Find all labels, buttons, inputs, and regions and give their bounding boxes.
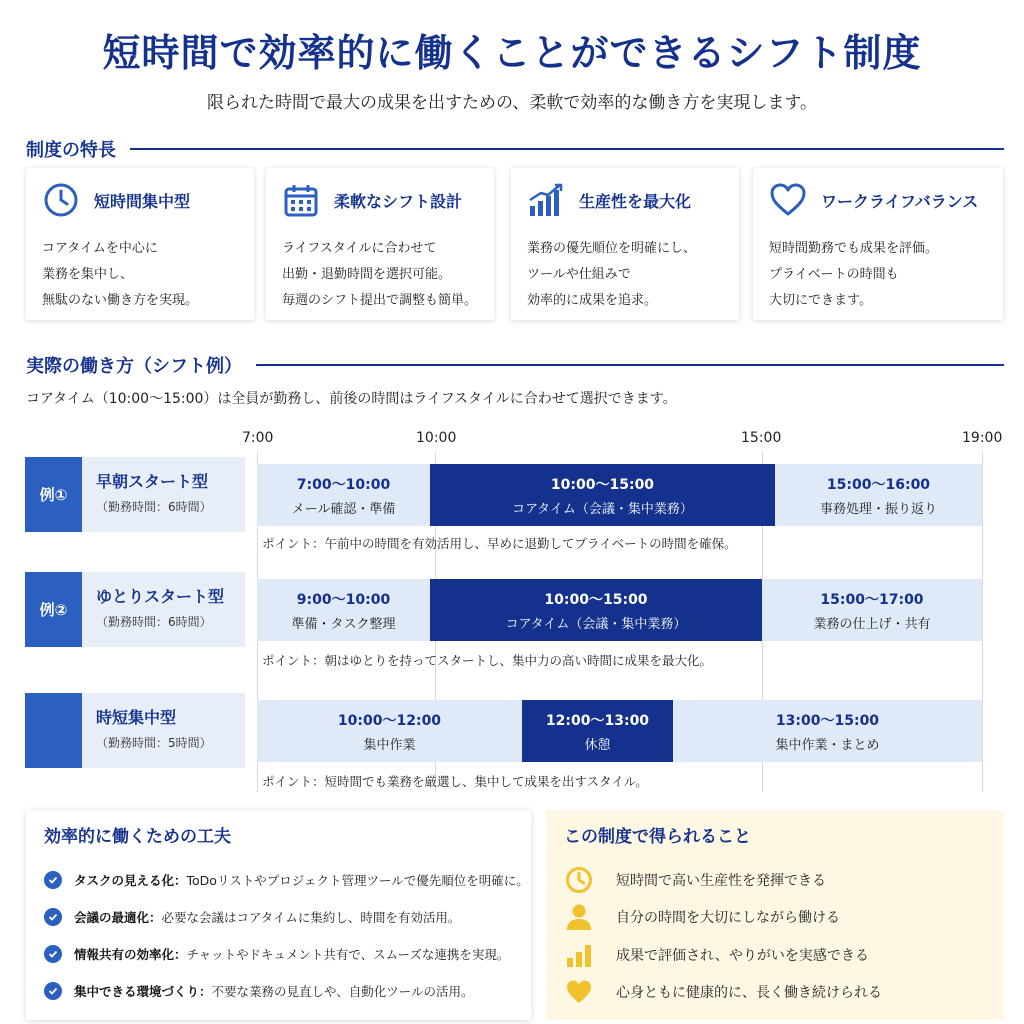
check-icon <box>44 908 62 926</box>
shift-intro: コアタイム（10:00〜15:00）は全員が勤務し、前後の時間はライフスタイルに合わせて選択できます。 <box>26 391 677 407</box>
feature-line: 出勤・退勤時間を選択可能。 <box>282 267 452 282</box>
shift-heading-rule <box>256 364 1004 366</box>
tip-label: 会議の最適化： <box>74 909 162 925</box>
feature-line: 無駄のない働き方を実現。 <box>42 293 199 308</box>
feature-description <box>769 236 987 314</box>
tip-text: ToDoリストやプロジェクト管理ツールで優先順位を明確に。 <box>186 872 529 888</box>
example-label <box>82 457 245 532</box>
shift-segment-core <box>430 464 775 526</box>
tip-item <box>44 898 513 935</box>
tip-text: 必要な会議はコアタイムに集約し、時間を有効活用。 <box>161 909 461 925</box>
features-heading-rule <box>130 148 1004 150</box>
shift-segment-core <box>430 579 762 641</box>
benefits-heading: この制度で得られること <box>564 827 751 847</box>
tip-label: 集中できる環境づくり： <box>74 983 212 999</box>
feature-line: ツールや仕組みで <box>527 267 631 282</box>
clock-icon <box>42 182 80 218</box>
tip-item <box>44 972 513 1009</box>
segment-task: コアタイム（会議・集中業務） <box>505 616 687 632</box>
feature-line: 毎週のシフト提出で調整も簡単。 <box>282 293 478 308</box>
feature-line: プライベートの時間も <box>769 267 899 282</box>
example-hours: （勤務時間：5時間） <box>96 736 212 750</box>
segment-task: 準備・タスク整理 <box>291 616 396 632</box>
example-name: 時短集中型 <box>96 708 177 727</box>
segment-time: 10:00〜12:00 <box>337 712 442 729</box>
segment-task: メール確認・準備 <box>291 501 396 517</box>
feature-title: 柔軟なシフト設計 <box>334 191 463 211</box>
features-heading-text: 制度の特長 <box>26 140 116 161</box>
tips-heading: 効率的に働くための工夫 <box>44 827 231 847</box>
feature-line: 短時間勤務でも成果を評価。 <box>769 241 939 256</box>
benefit-item <box>564 936 986 974</box>
check-icon <box>44 982 62 1000</box>
segment-time: 10:00〜15:00 <box>544 591 648 608</box>
example-number <box>25 693 82 768</box>
person-icon <box>564 903 594 931</box>
example-point: ポイント：午前中の時間を有効活用し、早めに退勤してプライベートの時間を確保。 <box>262 536 737 551</box>
shift-segment <box>257 579 430 641</box>
example-hours: （勤務時間：6時間） <box>96 615 212 629</box>
features-section-heading <box>26 136 1004 162</box>
example-point: ポイント：短時間でも業務を厳選し、集中して成果を出すスタイル。 <box>262 774 648 789</box>
example-hours: （勤務時間：6時間） <box>96 500 212 514</box>
feature-title: 短時間集中型 <box>94 191 191 211</box>
shift-segment-break <box>522 700 673 762</box>
benefits-panel <box>546 810 1004 1020</box>
feature-line: 大切にできます。 <box>769 293 872 308</box>
segment-time: 10:00〜15:00 <box>550 476 655 493</box>
segment-task: 集中作業・まとめ <box>775 737 880 753</box>
tip-item <box>44 861 529 898</box>
shift-segment <box>775 464 982 526</box>
segment-time: 7:00〜10:00 <box>296 476 391 493</box>
feature-title: ワークライフバランス <box>821 191 979 211</box>
shift-segment <box>762 579 982 641</box>
time-tick: 7:00 <box>242 430 274 446</box>
time-tick: 19:00 <box>962 430 1003 446</box>
example-name: ゆとりスタート型 <box>96 587 225 606</box>
timeline-gridline <box>982 452 983 792</box>
example-name: 早朝スタート型 <box>96 472 209 491</box>
feature-description <box>282 236 478 314</box>
shift-segment <box>673 700 982 762</box>
check-icon <box>44 945 62 963</box>
check-icon <box>44 871 62 889</box>
heart-icon <box>564 978 594 1006</box>
benefit-text: 短時間で高い生産性を発揮できる <box>616 872 826 889</box>
clock-icon <box>564 866 594 894</box>
feature-description <box>527 236 723 314</box>
tips-panel <box>26 810 531 1020</box>
feature-description <box>42 236 238 314</box>
segment-task: 業務の仕上げ・共有 <box>813 616 931 632</box>
bar-chart-icon <box>564 941 594 969</box>
benefit-item <box>564 861 986 899</box>
shift-section-heading <box>26 352 1004 378</box>
tip-item <box>44 935 513 972</box>
segment-time: 9:00〜10:00 <box>296 591 391 608</box>
heart-icon <box>769 182 807 218</box>
example-label <box>82 572 245 647</box>
tip-label: 情報共有の効率化： <box>74 946 187 962</box>
calendar-icon <box>282 182 320 218</box>
feature-card-flexible-shift <box>266 168 494 320</box>
tip-text: チャットやドキュメント共有で、スムーズな連携を実現。 <box>186 946 510 962</box>
feature-title: 生産性を最大化 <box>579 191 692 211</box>
benefit-item <box>564 974 986 1012</box>
segment-task: 休憩 <box>584 737 611 753</box>
shift-heading-text: 実際の働き方（シフト例） <box>26 356 242 377</box>
example-number: 例① <box>25 457 82 532</box>
feature-line: 効率的に成果を追求。 <box>527 293 658 308</box>
segment-task: 事務処理・振り返り <box>819 501 937 517</box>
bar-chart-icon <box>527 182 565 218</box>
feature-card-productivity <box>511 168 739 320</box>
time-tick: 10:00 <box>416 430 457 446</box>
feature-line: 業務の優先順位を明確にし、 <box>527 241 697 256</box>
benefit-text: 心身ともに健康的に、長く働き続けられる <box>616 985 882 1002</box>
segment-time: 12:00〜13:00 <box>545 712 650 729</box>
shift-segment <box>257 700 522 762</box>
segment-time: 13:00〜15:00 <box>775 712 880 729</box>
benefit-text: 成果で評価され、やりがいを実感できる <box>616 947 869 964</box>
page-subtitle: 限られた時間で最大の成果を出すための、柔軟で効率的な働き方を実現します。 <box>207 93 817 113</box>
segment-time: 15:00〜17:00 <box>820 591 924 608</box>
segment-task: コアタイム（会議・集中業務） <box>512 501 693 517</box>
example-point: ポイント：朝はゆとりを持ってスタートし、集中力の高い時間に成果を最大化。 <box>262 653 713 668</box>
tip-label: タスクの見える化： <box>74 872 187 888</box>
feature-line: コアタイムを中心に <box>42 241 158 256</box>
page-title: 短時間で効率的に働くことができるシフト制度 <box>102 31 922 75</box>
feature-card-work-life-balance <box>753 168 1003 320</box>
benefit-text: 自分の時間を大切にしながら働ける <box>616 910 840 927</box>
feature-line: 業務を集中し、 <box>42 267 134 282</box>
example-label <box>82 693 245 768</box>
benefit-item <box>564 899 986 937</box>
feature-line: ライフスタイルに合わせて <box>282 241 437 256</box>
tip-text: 不要な業務の見直しや、自動化ツールの活用。 <box>211 983 474 999</box>
feature-card-short-focus <box>26 168 254 320</box>
time-tick: 15:00 <box>741 430 782 446</box>
segment-task: 集中作業 <box>363 737 416 753</box>
segment-time: 15:00〜16:00 <box>826 476 931 493</box>
example-number: 例② <box>25 572 82 647</box>
shift-segment <box>257 464 430 526</box>
